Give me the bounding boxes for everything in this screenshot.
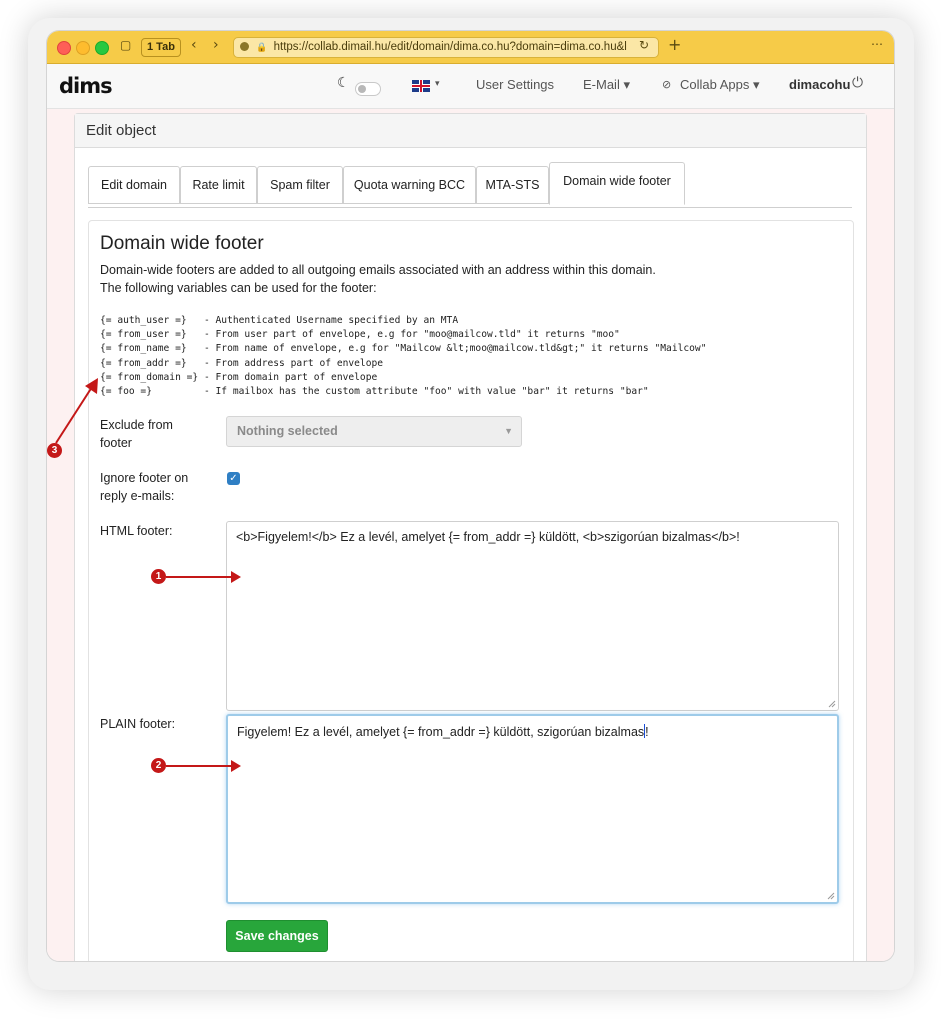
more-options-icon[interactable]: ⋯ bbox=[871, 37, 883, 51]
zoom-window-button[interactable] bbox=[95, 41, 109, 55]
resize-grip-icon[interactable] bbox=[828, 700, 836, 708]
address-bar[interactable] bbox=[233, 37, 659, 58]
annotation-badge-3: 3 bbox=[47, 443, 62, 458]
annotation-arrow-1 bbox=[166, 576, 239, 578]
exclude-from-footer-select[interactable] bbox=[226, 416, 522, 447]
section-title: Domain wide footer bbox=[100, 233, 264, 254]
edit-object-panel bbox=[74, 113, 867, 961]
tab-count-badge[interactable]: 1 Tab bbox=[141, 38, 181, 57]
language-caret-icon[interactable]: ▾ bbox=[435, 78, 440, 88]
moon-icon: ☾ bbox=[337, 75, 350, 91]
link-icon: ⊘ bbox=[662, 78, 672, 91]
panel-heading: Edit object bbox=[75, 114, 866, 148]
logo[interactable]: dims bbox=[59, 74, 112, 98]
browser-window bbox=[47, 31, 894, 961]
tab-edit-domain[interactable]: Edit domain bbox=[88, 166, 180, 204]
description-line-2: The following variables can be used for the footer: bbox=[100, 281, 377, 295]
tab-quota-warning-bcc[interactable]: Quota warning BCC bbox=[343, 166, 476, 204]
chevron-down-icon: ▼ bbox=[504, 426, 513, 436]
reload-icon[interactable]: ↻ bbox=[639, 38, 650, 52]
variable-line: {= from_name =} - From name of envelope, e.g for "Mailcow &lt;moo@mailcow.tld&gt;" it returns "Mailcow" bbox=[100, 343, 707, 355]
close-window-button[interactable] bbox=[57, 41, 71, 55]
exclude-from-footer-label: Exclude from footer bbox=[100, 418, 173, 450]
ignore-footer-label: Ignore footer on reply e-mails: bbox=[100, 471, 189, 503]
sidebar-icon[interactable]: ▢ bbox=[120, 38, 132, 52]
variable-line: {= foo =} - If mailbox has the custom attribute "foo" with value "bar" it returns "bar" bbox=[100, 386, 649, 398]
annotation-badge-1: 1 bbox=[151, 569, 166, 584]
html-footer-textarea[interactable] bbox=[226, 521, 839, 711]
nav-user-settings[interactable]: User Settings bbox=[476, 77, 555, 92]
html-footer-text: <b>Figyelem!</b> Ez a levél, amelyet {= from_addr =} küldött, <b>szigorúan bizalmas</b>! bbox=[236, 530, 740, 544]
variables-list bbox=[100, 314, 706, 399]
tab-domain-wide-footer[interactable]: Domain wide footer bbox=[549, 162, 685, 205]
logout-icon[interactable]: ⏻ bbox=[852, 75, 864, 91]
tab-spam-filter[interactable]: Spam filter bbox=[257, 166, 343, 204]
top-navbar bbox=[47, 64, 894, 109]
plain-footer-text: Figyelem! Ez a levél, amelyet {= from_addr =} küldött, szigorúan bizalmas bbox=[237, 725, 645, 739]
minimize-window-button[interactable] bbox=[76, 41, 90, 55]
url-text: https://collab.dimail.hu/edit/domain/dima.co.hu?domain=dima.co.hu&l bbox=[273, 41, 627, 53]
annotation-arrow-2 bbox=[166, 765, 239, 767]
checkmark-icon: ✓ bbox=[229, 473, 238, 484]
dark-mode-toggle[interactable] bbox=[355, 82, 381, 96]
description-line-1: Domain-wide footers are added to all outgoing emails associated with an address within this domain. bbox=[100, 263, 656, 277]
forward-arrow-icon[interactable]: › bbox=[213, 37, 219, 53]
plain-footer-label: PLAIN footer: bbox=[100, 717, 176, 731]
annotation-arrow-3 bbox=[52, 377, 102, 447]
variable-line: {= from_domain =} - From domain part of envelope bbox=[100, 371, 378, 383]
html-footer-label: HTML footer: bbox=[100, 524, 173, 538]
site-info-icon[interactable] bbox=[240, 42, 249, 51]
annotation-badge-2: 2 bbox=[151, 758, 166, 773]
variable-line: {= from_user =} - From user part of envelope, e.g for "moo@mailcow.tld" it returns "moo" bbox=[100, 329, 620, 341]
tab-rate-limit[interactable]: Rate limit bbox=[180, 166, 257, 204]
variable-line: {= auth_user =} - Authenticated Username specified by an MTA bbox=[100, 315, 459, 326]
save-changes-button[interactable]: Save changes bbox=[226, 920, 328, 952]
footer-settings-box bbox=[88, 220, 854, 961]
plain-footer-text-end: ! bbox=[645, 725, 649, 739]
variable-line: {= from_addr =} - From address part of envelope bbox=[100, 357, 384, 369]
resize-grip-icon[interactable] bbox=[827, 892, 835, 900]
plain-footer-textarea[interactable] bbox=[226, 714, 839, 904]
ignore-footer-checkbox[interactable] bbox=[227, 472, 240, 485]
lock-icon: 🔒 bbox=[256, 42, 268, 52]
exclude-select-value: Nothing selected bbox=[237, 424, 338, 438]
back-arrow-icon[interactable]: ‹ bbox=[191, 37, 197, 53]
uk-flag-icon[interactable] bbox=[412, 80, 430, 92]
tab-bar bbox=[88, 162, 852, 208]
new-tab-plus-icon[interactable]: + bbox=[668, 35, 682, 54]
nav-collab-apps-dropdown[interactable]: Collab Apps ▾ bbox=[680, 77, 760, 92]
nav-email-dropdown[interactable]: E-Mail ▾ bbox=[583, 77, 630, 92]
tab-mta-sts[interactable]: MTA-STS bbox=[476, 166, 549, 204]
browser-titlebar bbox=[47, 31, 894, 64]
nav-username[interactable]: dimacohu bbox=[789, 77, 851, 92]
